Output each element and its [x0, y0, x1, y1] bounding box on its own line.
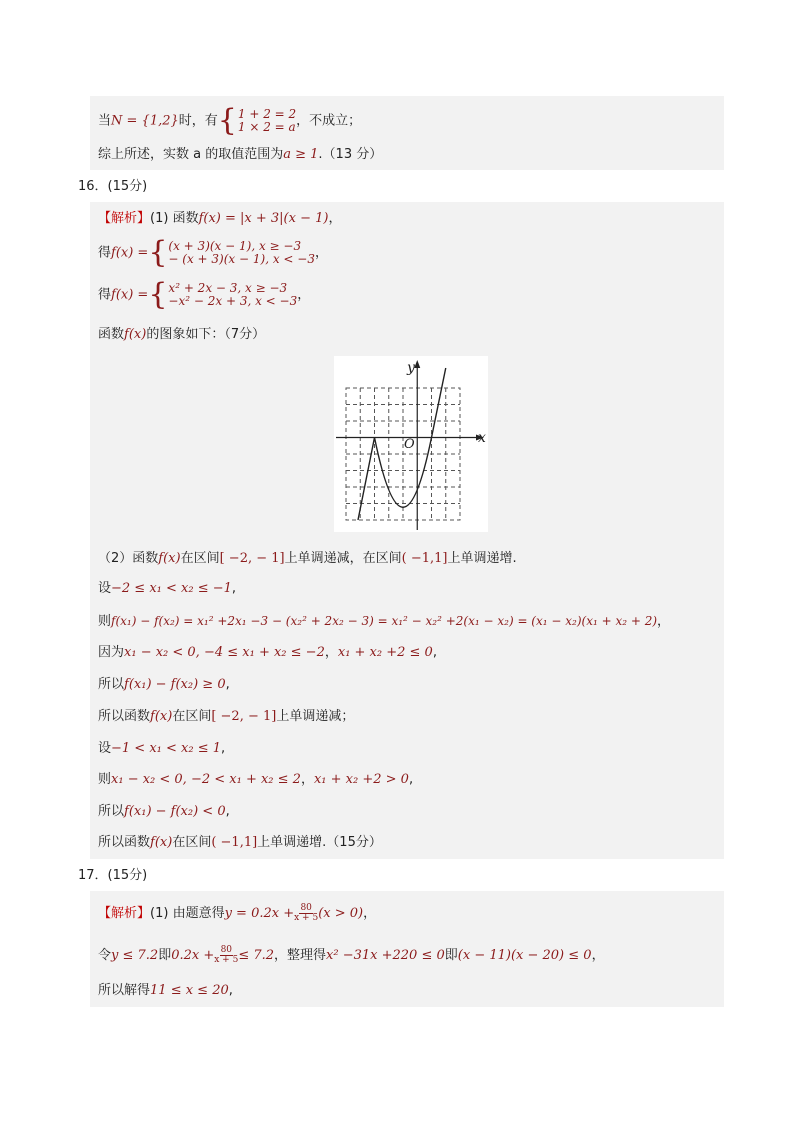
question-17-number: 17．(15分)	[78, 868, 148, 883]
case-n-line: 当N = {1,2}时，有 { 1 + 2 = 2 1 × 2 = a ，不成立；	[98, 103, 362, 138]
conclusion-line: 综上所述，实数 a 的取值范围为a ≥ 1.（13 分）	[98, 147, 383, 162]
function-graph-svg	[334, 356, 488, 532]
q16-step-3: 因为x₁ − x₂ < 0, −4 ≤ x₁ + x₂ ≤ −2，x₁ + x₂ +2 ≤ 0,	[98, 645, 437, 660]
q16-part2-line: （2）函数f(x)在区间[ −2, − 1]上单调递减，在区间( −1,1]上单调递增.	[98, 551, 517, 566]
q16-step-9: 所以函数f(x)在区间( −1,1]上单调递增.（15分）	[98, 835, 382, 850]
function-curve	[358, 368, 446, 520]
origin-label: O	[404, 437, 415, 452]
q16-line-2: 得f(x) = { (x + 3)(x − 1), x ≥ −3 − (x + 3)(x − 1), x < −3 ，	[98, 235, 328, 270]
q16-line-1: 【解析】(1) 函数f(x) = |x + 3|(x − 1)，	[98, 211, 342, 226]
q16-step-4: 所以f(x₁) − f(x₂) ≥ 0,	[98, 677, 230, 692]
q16-line-4: 函数f(x)的图象如下：（7分）	[98, 327, 266, 342]
q16-line-3: 得f(x) = { x² + 2x − 3, x ≥ −3 −x² − 2x + 3, x < −3 ，	[98, 277, 311, 312]
y-axis-label: y	[407, 360, 415, 376]
function-graph	[334, 356, 488, 532]
question-16-number: 16．(15分)	[78, 179, 148, 194]
q16-step-2: 则f(x₁) − f(x₂) = x₁² +2x₁ −3 − (x₂² + 2x₂ − 3) = x₁² − x₂² +2(x₁ − x₂) = (x₁ − x₂)(x₁ + x₂ + 2)，	[98, 614, 671, 629]
graph-grid	[346, 388, 460, 520]
q17-line-2: 令y ≤ 7.2即0.2x + $\frac{80}{x + 5}$ ≤ 7.2，整理得x² −31x +220 ≤ 0即(x − 11)(x − 20) ≤ 0，	[98, 945, 605, 965]
q16-step-5: 所以函数f(x)在区间[ −2, − 1]上单调递减；	[98, 709, 355, 724]
x-axis-label: x	[478, 430, 486, 446]
q17-line-3: 所以解得11 ≤ x ≤ 20,	[98, 983, 233, 998]
q16-step-6: 设−1 < x₁ < x₂ ≤ 1,	[98, 741, 226, 756]
q16-step-7: 则x₁ − x₂ < 0, −2 < x₁ + x₂ ≤ 2，x₁ + x₂ +2 > 0,	[98, 772, 414, 787]
q16-step-8: 所以f(x₁) − f(x₂) < 0,	[98, 804, 230, 819]
q17-line-1: 【解析】(1) 由题意得y = 0.2x + $\frac{80}{x + 5}$ (x > 0)，	[98, 903, 377, 923]
q16-step-1: 设−2 ≤ x₁ < x₂ ≤ −1,	[98, 581, 237, 596]
y-axis-arrow-icon	[414, 360, 420, 368]
